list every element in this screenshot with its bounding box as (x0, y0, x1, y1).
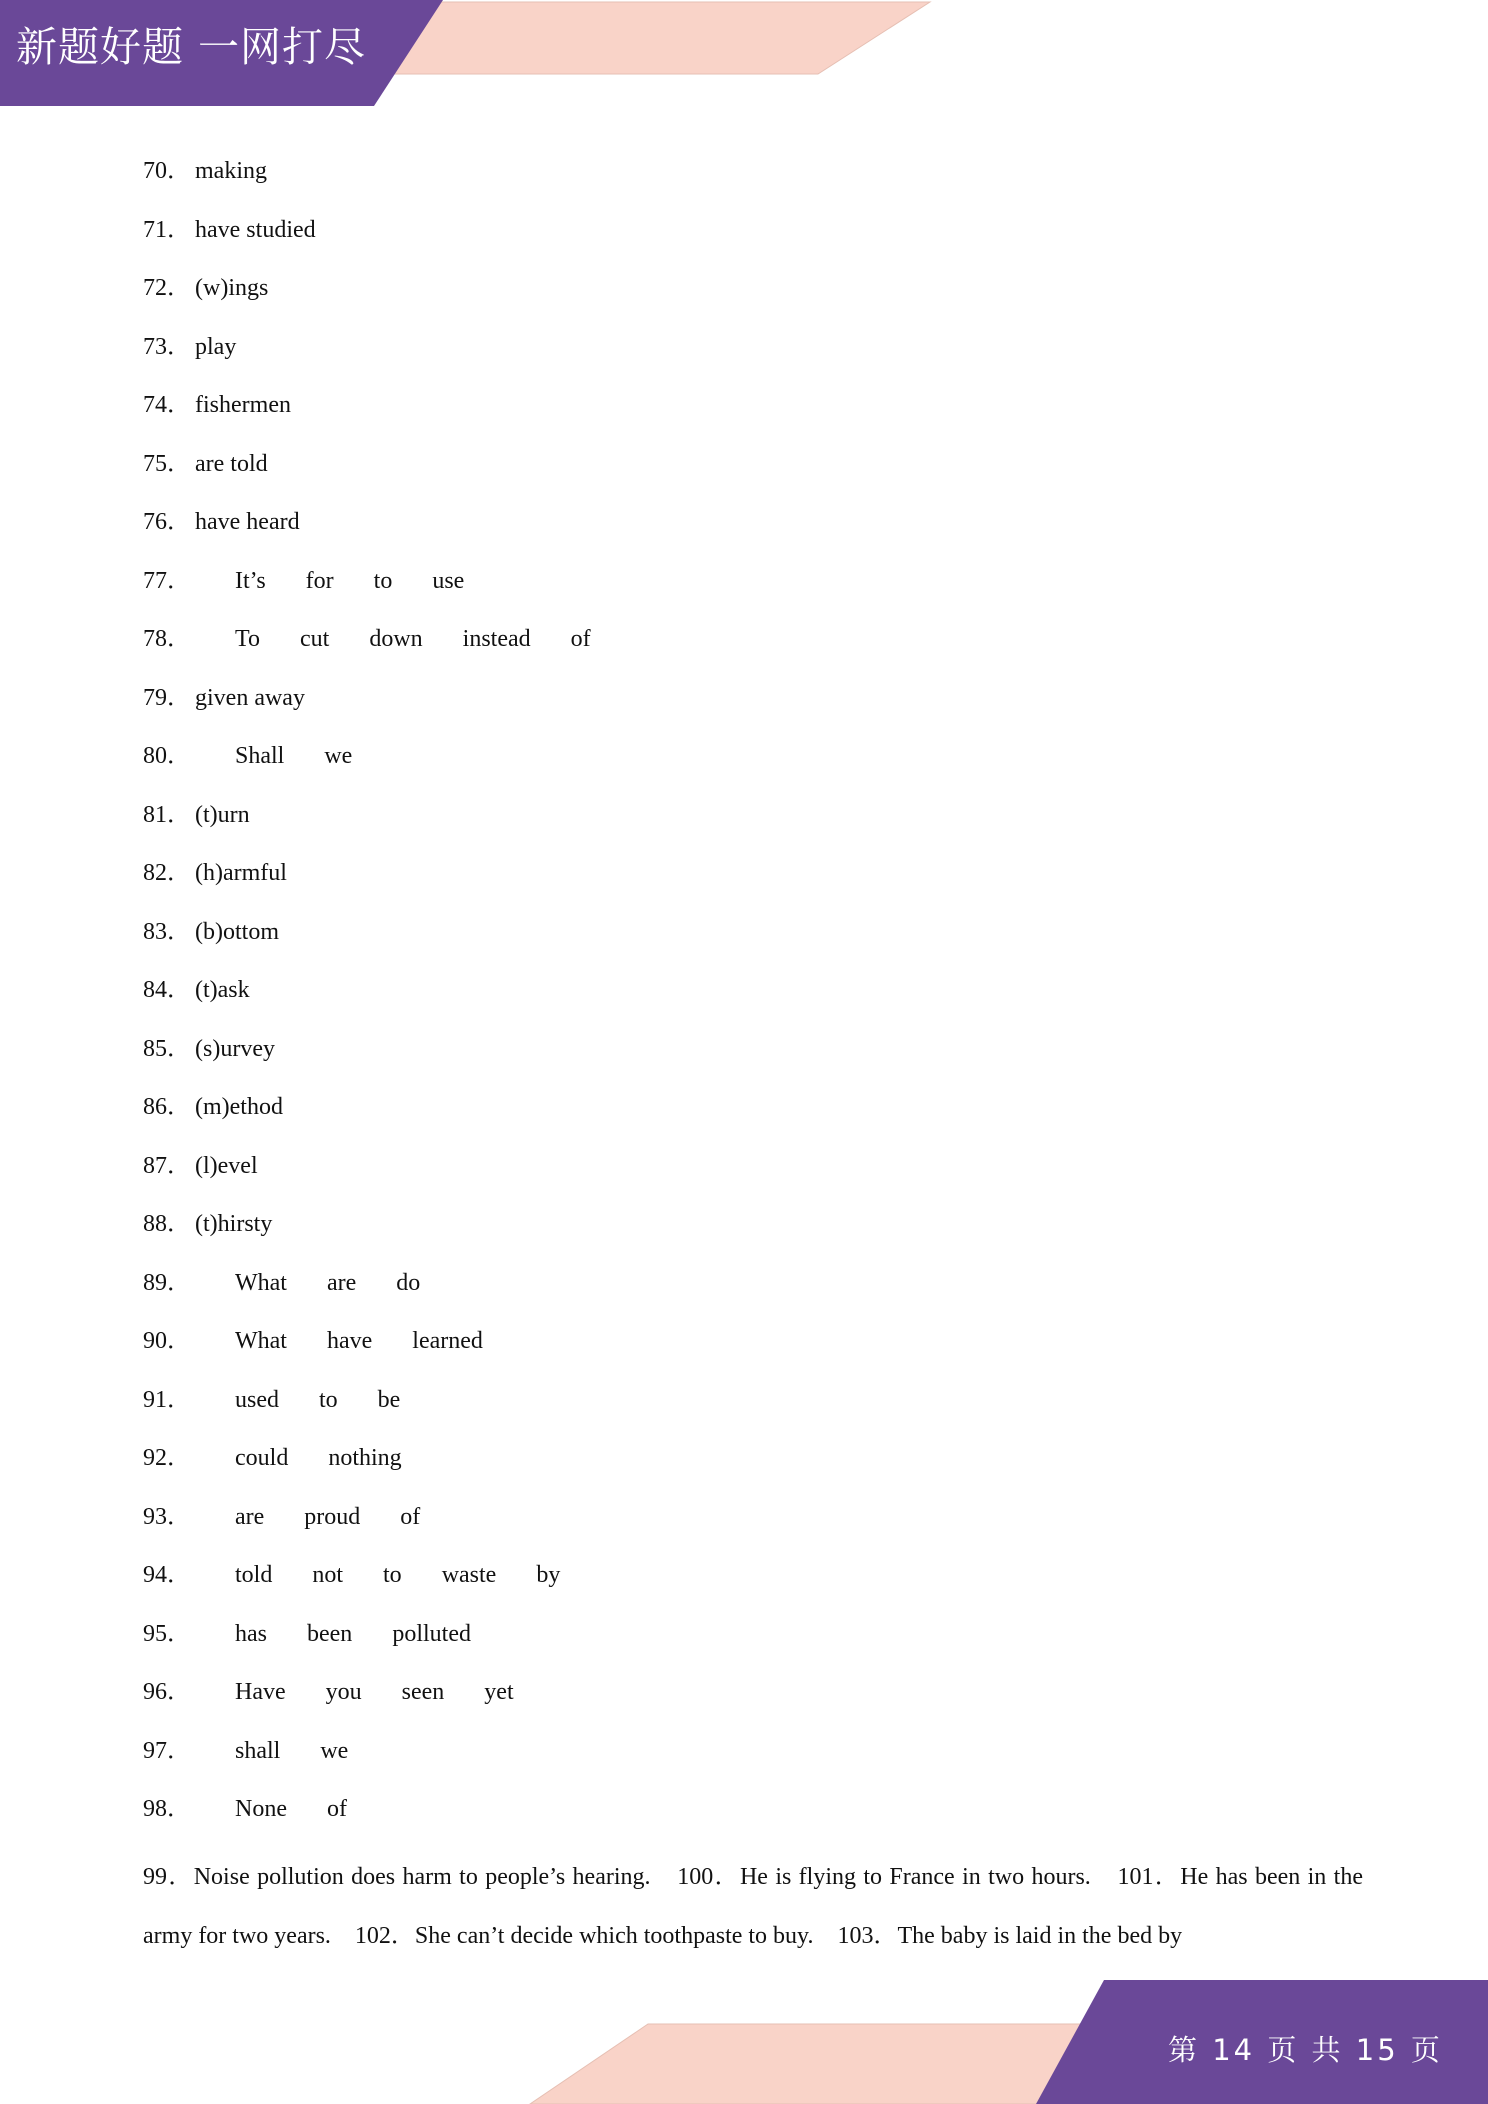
answer-text: (l)evel (195, 1152, 258, 1179)
answer-word: to (319, 1386, 338, 1413)
answer-word: be (377, 1386, 401, 1413)
answer-number: 97． (143, 1737, 191, 1764)
answer-item (143, 1614, 471, 1654)
answer-text: have studied (195, 216, 316, 243)
answer-word: None (235, 1796, 287, 1822)
answer-word: down (369, 626, 423, 652)
answer-word: seen (401, 1679, 445, 1705)
answer-item (143, 1087, 283, 1127)
answer-item (143, 151, 267, 191)
answer-word: shall (235, 1737, 281, 1764)
answer-number: 98． (143, 1796, 191, 1822)
answer-word: are (326, 1269, 357, 1296)
answer-text: making (195, 158, 267, 184)
answer-item (143, 1497, 420, 1537)
answer-number: 92． (143, 1445, 191, 1471)
answer-word: not (312, 1562, 344, 1588)
answer-number: 85． (143, 1035, 191, 1062)
answer-word: do (396, 1269, 421, 1296)
answer-word: we (320, 1737, 349, 1764)
answer-number: 94． (143, 1562, 191, 1588)
answer-number: 96． (143, 1679, 191, 1705)
answer-item (143, 970, 250, 1010)
answer-number: 91． (143, 1386, 191, 1413)
answer-text: play (195, 333, 237, 360)
answer-item (143, 268, 268, 308)
answer-item (143, 385, 291, 425)
answer-number: 70． (143, 158, 191, 184)
answer-number: 87． (143, 1152, 191, 1179)
answer-text: (w)ings (195, 275, 269, 301)
answer-word: of (570, 626, 591, 652)
answer-item (143, 795, 250, 835)
answer-item (143, 1204, 272, 1244)
answer-item (143, 1263, 420, 1303)
answer-word: instead (462, 626, 531, 652)
answer-word: of (326, 1796, 347, 1822)
answer-text: are told (195, 450, 268, 477)
answer-word: To (235, 626, 260, 652)
answer-word: we (324, 743, 353, 769)
answer-item (143, 1380, 400, 1420)
answer-text: (t)urn (195, 801, 250, 828)
answer-text: (t)ask (195, 977, 250, 1003)
answer-number: 73． (143, 333, 191, 360)
answer-item (143, 1438, 402, 1478)
answer-word: waste (441, 1562, 497, 1588)
answer-word: polluted (392, 1620, 471, 1647)
answer-word: What (235, 1328, 287, 1354)
header-title: 新题好题 一网打尽 (16, 23, 367, 71)
answer-word: been (307, 1620, 353, 1647)
answer-word: It’s (235, 567, 266, 594)
answer-paragraph: 99．Noise pollution does harm to people’s hearing. 100．He is flying to France in two hours. 101．He has been in the army for two years. 102．She can’t decide which toothpaste to buy. 103．The baby is laid in the bed by (143, 1864, 1363, 1949)
answer-item (143, 1321, 483, 1361)
page-number-label: 第 14 页 共 15 页 (1168, 2033, 1443, 2067)
answer-word: are (235, 1503, 265, 1530)
answer-text: fishermen (195, 392, 291, 418)
answer-number: 76． (143, 509, 191, 535)
answer-word: yet (484, 1679, 514, 1705)
answer-text: (b)ottom (195, 918, 279, 945)
answer-number: 78． (143, 626, 191, 652)
answer-item (143, 1789, 347, 1829)
answer-word: nothing (328, 1445, 402, 1471)
answer-item (143, 327, 236, 367)
answer-text: given away (195, 684, 305, 711)
answer-text: (h)armful (195, 860, 287, 886)
answer-item (143, 912, 279, 952)
answer-word: you (325, 1679, 362, 1705)
answer-item (143, 1731, 348, 1771)
answer-word: use (432, 567, 465, 594)
answer-number: 95． (143, 1620, 191, 1647)
answer-number: 90． (143, 1328, 191, 1354)
answer-word: cut (299, 626, 330, 652)
answer-item (143, 1672, 514, 1712)
answer-number: 83． (143, 918, 191, 945)
answer-word: of (400, 1503, 421, 1530)
answer-text: (m)ethod (195, 1094, 283, 1120)
answer-number: 71． (143, 216, 191, 243)
answer-number: 89． (143, 1269, 191, 1296)
answer-number: 81． (143, 801, 191, 828)
answer-number: 82． (143, 860, 191, 886)
answer-text: (t)hirsty (195, 1211, 273, 1237)
answer-item (143, 561, 464, 601)
answer-item (143, 210, 316, 250)
answer-word: used (235, 1386, 279, 1413)
answer-number: 79． (143, 684, 191, 711)
answer-word: has (235, 1620, 267, 1647)
answer-number: 74． (143, 392, 191, 418)
answer-word: Shall (235, 743, 285, 769)
answer-item (143, 502, 300, 542)
answer-text: (s)urvey (195, 1035, 275, 1062)
answer-item (143, 1555, 560, 1595)
answer-number: 77． (143, 567, 191, 594)
answer-word: to (383, 1562, 402, 1588)
answer-word: learned (412, 1328, 483, 1354)
answer-number: 86． (143, 1094, 191, 1120)
answer-word: Have (235, 1679, 286, 1705)
answer-word: proud (304, 1503, 361, 1530)
answer-word: have (326, 1328, 373, 1354)
answer-item (143, 619, 591, 659)
answer-number: 84． (143, 977, 191, 1003)
answer-word: for (305, 567, 334, 594)
answer-item (143, 853, 287, 893)
answer-item (143, 678, 305, 718)
answer-item (143, 1146, 258, 1186)
answer-word: told (235, 1562, 273, 1588)
answer-number: 72． (143, 275, 191, 301)
answer-word: could (235, 1445, 289, 1471)
answer-word: by (536, 1562, 561, 1588)
answer-item (143, 736, 352, 776)
answer-item (143, 1029, 275, 1069)
answer-number: 88． (143, 1211, 191, 1237)
answer-number: 80． (143, 743, 191, 769)
answer-word: to (373, 567, 393, 594)
answer-number: 93． (143, 1503, 191, 1530)
answer-word: What (235, 1269, 287, 1296)
answer-text: have heard (195, 509, 300, 535)
answer-item (143, 444, 268, 484)
answer-number: 75． (143, 450, 191, 477)
